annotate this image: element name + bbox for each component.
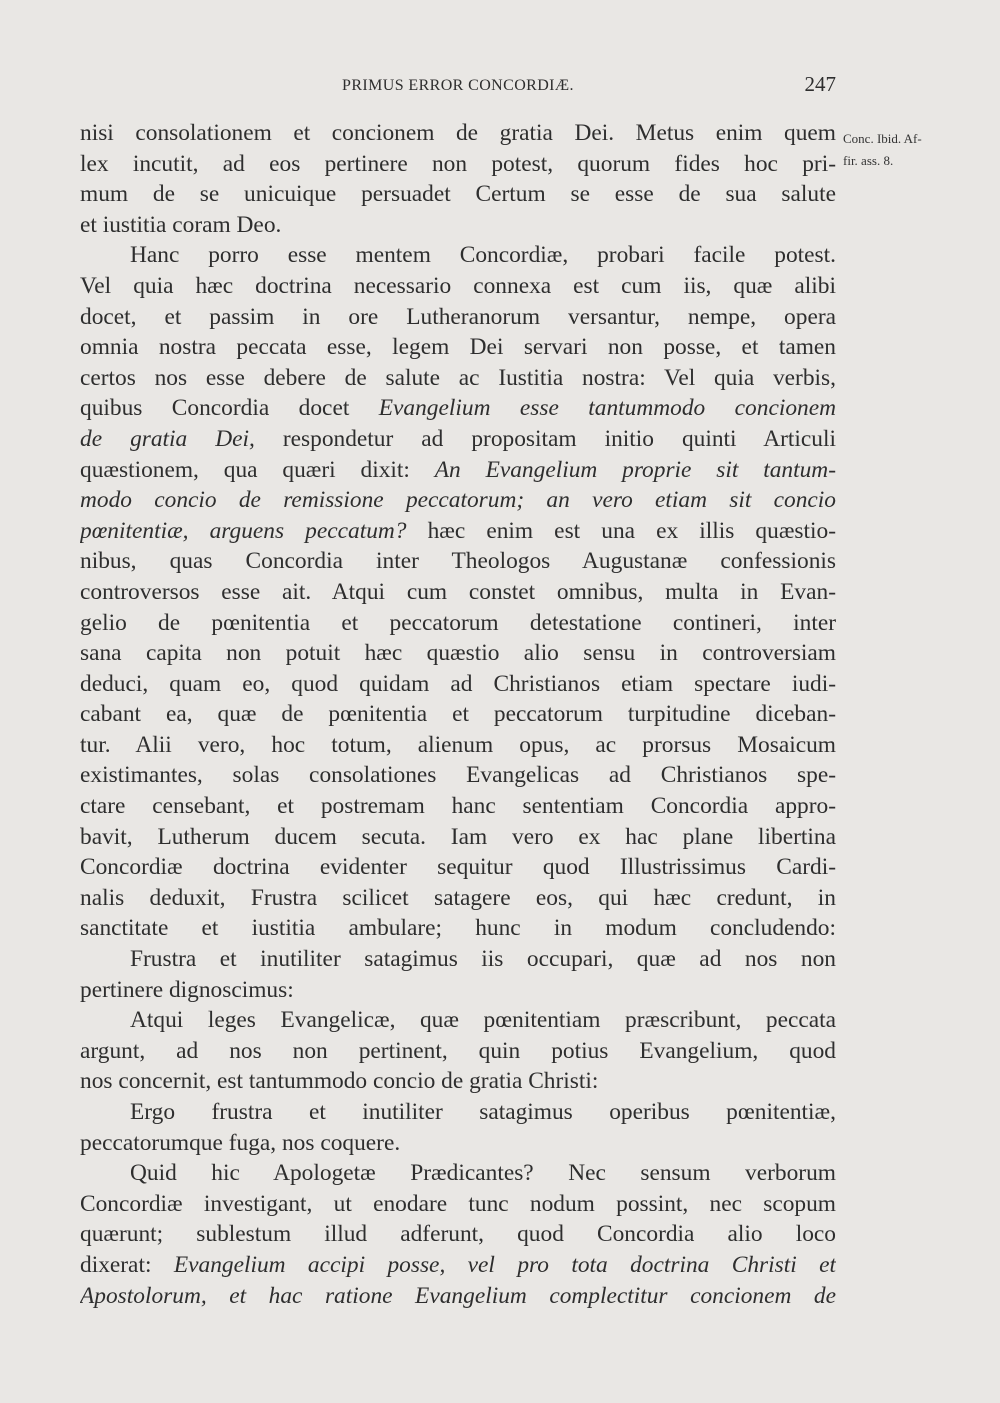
text-line: controversos esse ait. Atqui cum constet omnibus, multa in Evan- — [80, 578, 836, 605]
text-line: Quid hic Apologetæ Prædicantes? Nec sensum verborum — [130, 1160, 836, 1187]
text-line: tur. Alii vero, hoc totum, alienum opus, ac prorsus Mosaicum — [80, 731, 836, 758]
text-line: docet, et passim in ore Lutheranorum versantur, nempe, opera — [80, 303, 836, 330]
text-line: modo concio de remissione peccatorum; an vero etiam sit concio — [80, 487, 836, 514]
text-line: nos concernit, est tantummodo concio de gratia Christi: — [80, 1068, 599, 1095]
text-line: quæstionem, qua quæri dixit: An Evangelium proprie sit tantum- — [80, 456, 836, 483]
text-line: nalis deduxit, Frustra scilicet satagere eos, qui hæc credunt, in — [80, 884, 836, 911]
text-line: certos nos esse debere de salute ac Iustitia nostra: Vel quia verbis, — [80, 364, 836, 391]
text-line: peccatorumque fuga, nos coquere. — [80, 1129, 401, 1156]
text-line: quærunt; sublestum illud adferunt, quod Concordia alio loco — [80, 1221, 836, 1248]
text-line: Frustra et inutiliter satagimus iis occupari, quæ ad nos non — [130, 946, 836, 973]
text-line: Hanc porro esse mentem Concordiæ, probari facile potest. — [130, 242, 836, 269]
text-line: deduci, quam eo, quod quidam ad Christianos etiam spectare iudi- — [80, 670, 836, 697]
page-number: 247 — [804, 72, 836, 96]
text-line: lex incutit, ad eos pertinere non potest, quorum fides hoc pri- — [80, 150, 836, 177]
text-line: quibus Concordia docet Evangelium esse tantummodo concionem — [80, 395, 836, 422]
text-line: Concordiæ investigant, ut enodare tunc nodum possint, nec scopum — [80, 1190, 836, 1217]
text-line: de gratia Dei, respondetur ad propositam initio quinti Articuli — [80, 425, 836, 452]
text-line: et iustitia coram Deo. — [80, 211, 282, 238]
text-line: cabant ea, quæ de pœnitentia et peccatorum turpitudine diceban- — [80, 701, 836, 728]
text-line: nisi consolationem et concionem de gratia Dei. Metus enim quem — [80, 120, 836, 146]
margin-note — [843, 128, 953, 172]
text-line: nibus, quas Concordia inter Theologos Augustanæ confessionis — [80, 548, 836, 575]
text-line: existimantes, solas consolationes Evangelicas ad Christianos spe- — [80, 762, 836, 789]
text-line: pertinere dignoscimus: — [80, 976, 294, 1003]
running-title: PRIMUS ERROR CONCORDIÆ. — [342, 77, 574, 94]
body-text — [80, 118, 836, 1311]
text-line: mum de se unicuique persuadet Certum se esse de sua salute — [80, 181, 836, 208]
text-line: Ergo frustra et inutiliter satagimus operibus pœnitentiæ, — [130, 1099, 836, 1125]
running-head — [80, 72, 836, 100]
text-line: Vel quia hæc doctrina necessario connexa est cum iis, quæ alibi — [80, 272, 836, 299]
text-line: gelio de pœnitentia et peccatorum detestatione contineri, inter — [80, 609, 836, 636]
text-line: Apostolorum, et hac ratione Evangelium complectitur concionem de — [80, 1282, 836, 1309]
text-line: dixerat: Evangelium accipi posse, vel pro tota doctrina Christi et — [80, 1251, 836, 1278]
text-line: bavit, Lutherum ducem secuta. Iam vero ex hac plane libertina — [80, 823, 836, 850]
text-line: Concordiæ doctrina evidenter sequitur quod Illustrissimus Cardi- — [80, 854, 836, 881]
margin-note-line: fir. ass. 8. — [843, 153, 894, 168]
text-line: ctare censebant, et postremam hanc sententiam Concordia appro- — [80, 793, 836, 820]
text-line: pœnitentiæ, arguens peccatum? hæc enim est una ex illis quæstio- — [80, 517, 836, 544]
margin-note-line: Conc. Ibid. Af- — [843, 131, 922, 146]
text-line: Atqui leges Evangelicæ, quæ pœnitentiam præscribunt, peccata — [130, 1007, 836, 1034]
text-line: omnia nostra peccata esse, legem Dei servari non posse, et tamen — [80, 334, 836, 361]
text-line: sanctitate et iustitia ambulare; hunc in modum concludendo: — [80, 915, 836, 942]
text-line: sana capita non potuit hæc quæstio alio sensu in controversiam — [80, 640, 836, 667]
text-line: argunt, ad nos non pertinent, quin potius Evangelium, quod — [80, 1037, 836, 1064]
